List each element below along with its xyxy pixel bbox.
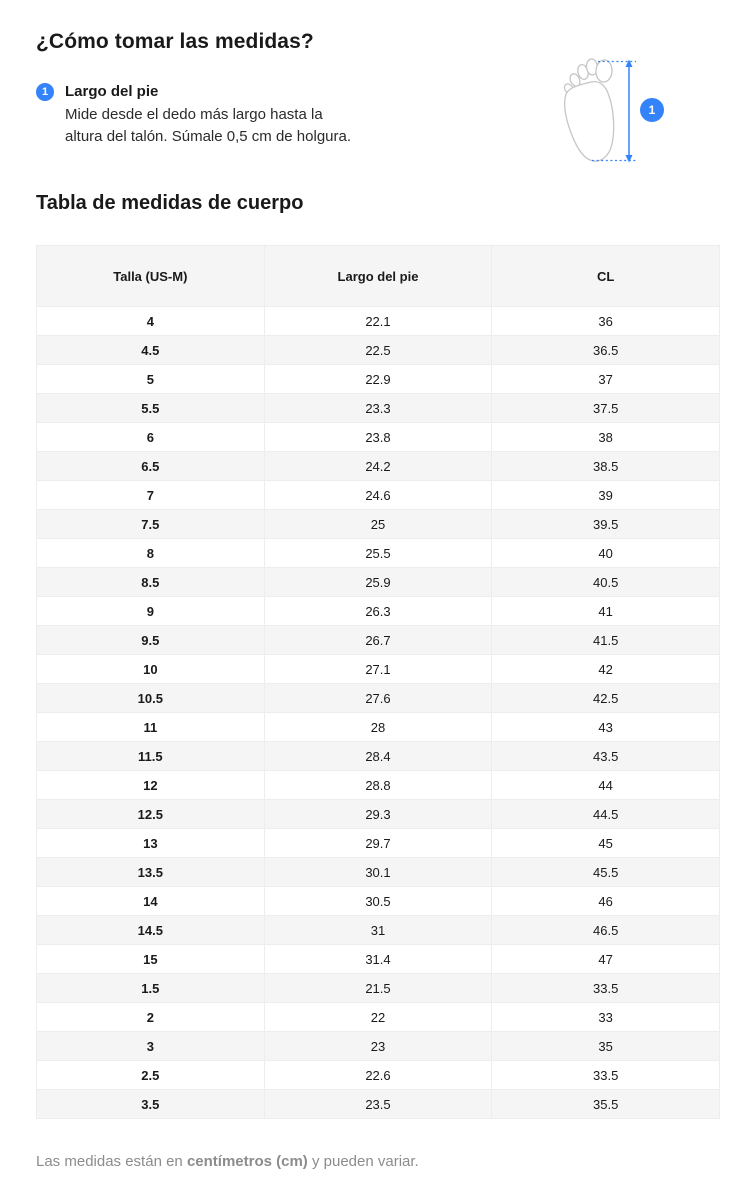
- footnote-suffix: y pueden variar.: [307, 1153, 419, 1170]
- table-cell: 38: [492, 423, 720, 452]
- table-cell: 29.7: [264, 829, 492, 858]
- table-row: [37, 626, 720, 655]
- table-cell: 23: [264, 1032, 492, 1061]
- table-row: [37, 423, 720, 452]
- table-row: [37, 481, 720, 510]
- page-title: ¿Cómo tomar las medidas?: [36, 30, 314, 53]
- table-cell: 22.9: [264, 365, 492, 394]
- table-cell: 10.5: [37, 684, 265, 713]
- table-cell: 23.8: [264, 423, 492, 452]
- table-row: [37, 800, 720, 829]
- step-1-badge: 1: [36, 83, 54, 101]
- table-cell: 24.6: [264, 481, 492, 510]
- table-cell: 26.7: [264, 626, 492, 655]
- table-row: [37, 742, 720, 771]
- table-cell: 13.5: [37, 858, 265, 887]
- size-table-header: [37, 246, 720, 307]
- measurements-footnote: [36, 1153, 720, 1170]
- size-table-body: [37, 307, 720, 1119]
- table-cell: 27.6: [264, 684, 492, 713]
- table-cell: 28.8: [264, 771, 492, 800]
- table-cell: 25.5: [264, 539, 492, 568]
- table-cell: 13: [37, 829, 265, 858]
- table-cell: 47: [492, 945, 720, 974]
- instruction-description-line1: Mide desde el dedo más largo hasta la: [65, 106, 323, 123]
- table-cell: 11.5: [37, 742, 265, 771]
- table-cell: 37.5: [492, 394, 720, 423]
- table-cell: 7.5: [37, 510, 265, 539]
- table-cell: 14: [37, 887, 265, 916]
- table-cell: 12.5: [37, 800, 265, 829]
- table-cell: 22.5: [264, 336, 492, 365]
- table-row: [37, 336, 720, 365]
- footnote-prefix: Las medidas están en: [36, 1153, 187, 1170]
- table-row: [37, 974, 720, 1003]
- table-cell: 5.5: [37, 394, 265, 423]
- table-cell: 31.4: [264, 945, 492, 974]
- table-cell: 33: [492, 1003, 720, 1032]
- table-row: [37, 597, 720, 626]
- table-cell: 39: [492, 481, 720, 510]
- table-cell: 14.5: [37, 916, 265, 945]
- instruction-description: [65, 104, 351, 148]
- table-cell: 36.5: [492, 336, 720, 365]
- table-cell: 8.5: [37, 568, 265, 597]
- table-row: [37, 858, 720, 887]
- column-header-largo: Largo del pie: [264, 246, 492, 307]
- table-cell: 22.1: [264, 307, 492, 336]
- table-cell: 36: [492, 307, 720, 336]
- table-row: [37, 307, 720, 336]
- table-row: [37, 365, 720, 394]
- table-row: [37, 713, 720, 742]
- table-cell: 41: [492, 597, 720, 626]
- table-cell: 31: [264, 916, 492, 945]
- table-cell: 27.1: [264, 655, 492, 684]
- table-cell: 22: [264, 1003, 492, 1032]
- table-cell: 40.5: [492, 568, 720, 597]
- table-cell: 5: [37, 365, 265, 394]
- foot-outline-measure-icon: [556, 58, 648, 164]
- table-cell: 42: [492, 655, 720, 684]
- column-header-talla: Talla (US-M): [37, 246, 265, 307]
- table-row: [37, 1090, 720, 1119]
- table-cell: 3.5: [37, 1090, 265, 1119]
- size-table: [36, 245, 720, 1119]
- table-cell: 30.1: [264, 858, 492, 887]
- table-cell: 23.5: [264, 1090, 492, 1119]
- table-cell: 12: [37, 771, 265, 800]
- table-cell: 44: [492, 771, 720, 800]
- header-row: [37, 246, 720, 307]
- table-row: [37, 1061, 720, 1090]
- table-cell: 45: [492, 829, 720, 858]
- table-cell: 33.5: [492, 974, 720, 1003]
- table-cell: 29.3: [264, 800, 492, 829]
- table-row: [37, 655, 720, 684]
- table-row: [37, 539, 720, 568]
- table-cell: 43.5: [492, 742, 720, 771]
- table-cell: 39.5: [492, 510, 720, 539]
- table-cell: 35: [492, 1032, 720, 1061]
- table-cell: 1.5: [37, 974, 265, 1003]
- table-row: [37, 945, 720, 974]
- section-title: Tabla de medidas de cuerpo: [36, 192, 304, 214]
- table-row: [37, 829, 720, 858]
- table-cell: 8: [37, 539, 265, 568]
- table-row: [37, 916, 720, 945]
- measure-instruction-row: [36, 82, 720, 166]
- table-row: [37, 452, 720, 481]
- instruction-label: Largo del pie: [65, 83, 159, 100]
- table-cell: 6.5: [37, 452, 265, 481]
- table-cell: 3: [37, 1032, 265, 1061]
- table-cell: 38.5: [492, 452, 720, 481]
- table-cell: 11: [37, 713, 265, 742]
- table-cell: 35.5: [492, 1090, 720, 1119]
- table-cell: 24.2: [264, 452, 492, 481]
- table-cell: 7: [37, 481, 265, 510]
- table-row: [37, 1032, 720, 1061]
- table-cell: 4: [37, 307, 265, 336]
- table-cell: 45.5: [492, 858, 720, 887]
- table-cell: 41.5: [492, 626, 720, 655]
- table-cell: 25.9: [264, 568, 492, 597]
- table-cell: 22.6: [264, 1061, 492, 1090]
- table-cell: 40: [492, 539, 720, 568]
- table-row: [37, 887, 720, 916]
- table-row: [37, 568, 720, 597]
- footnote-unit: centímetros (cm): [186, 1153, 308, 1170]
- table-cell: 25: [264, 510, 492, 539]
- instruction-description-line2: altura del talón. Súmale 0,5 cm de holgura.: [65, 128, 352, 145]
- table-cell: 9.5: [37, 626, 265, 655]
- table-cell: 28.4: [264, 742, 492, 771]
- table-cell: 23.3: [264, 394, 492, 423]
- table-cell: 26.3: [264, 597, 492, 626]
- table-cell: 46: [492, 887, 720, 916]
- table-cell: 33.5: [492, 1061, 720, 1090]
- table-cell: 37: [492, 365, 720, 394]
- table-cell: 44.5: [492, 800, 720, 829]
- table-row: [37, 510, 720, 539]
- table-cell: 6: [37, 423, 265, 452]
- diagram-step-1-badge: 1: [640, 98, 664, 122]
- table-cell: 42.5: [492, 684, 720, 713]
- table-row: [37, 684, 720, 713]
- table-row: [37, 1003, 720, 1032]
- instruction-block: [36, 82, 351, 148]
- foot-measure-diagram: [556, 58, 674, 164]
- table-row: [37, 394, 720, 423]
- table-cell: 4.5: [37, 336, 265, 365]
- table-cell: 10: [37, 655, 265, 684]
- column-header-cl: CL: [492, 246, 720, 307]
- table-cell: 21.5: [264, 974, 492, 1003]
- table-cell: 30.5: [264, 887, 492, 916]
- table-cell: 28: [264, 713, 492, 742]
- instruction-text: [65, 82, 351, 148]
- table-cell: 15: [37, 945, 265, 974]
- table-cell: 9: [37, 597, 265, 626]
- table-cell: 43: [492, 713, 720, 742]
- table-cell: 2.5: [37, 1061, 265, 1090]
- table-row: [37, 771, 720, 800]
- table-cell: 46.5: [492, 916, 720, 945]
- table-cell: 2: [37, 1003, 265, 1032]
